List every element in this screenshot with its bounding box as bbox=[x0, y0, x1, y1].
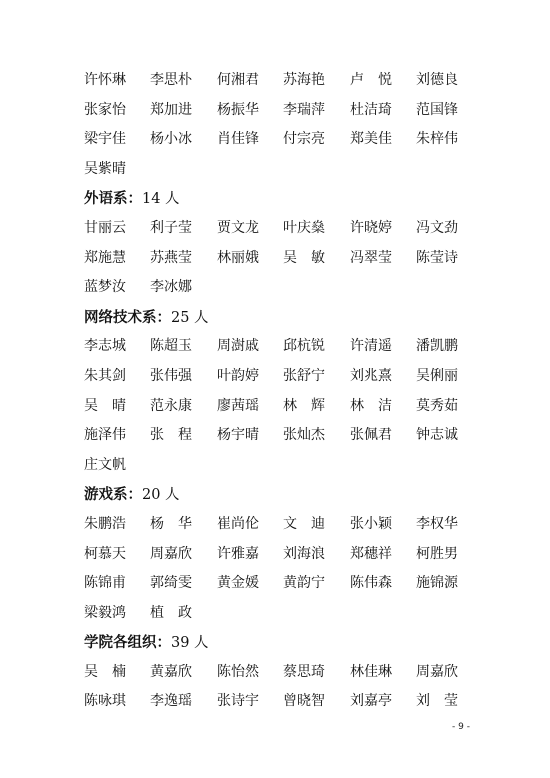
person-name: 张舒宁 bbox=[283, 367, 325, 384]
name-row bbox=[84, 421, 504, 451]
name-row bbox=[84, 96, 504, 126]
person-name: 柯慕天 bbox=[84, 545, 126, 562]
document-body bbox=[84, 66, 504, 717]
person-name: 柯胜男 bbox=[416, 545, 458, 562]
name-row bbox=[84, 155, 504, 185]
person-name: 贾文龙 bbox=[217, 219, 259, 236]
name-row bbox=[84, 687, 504, 717]
person-name: 郑美佳 bbox=[350, 131, 392, 148]
name-row bbox=[84, 332, 504, 362]
name-row bbox=[84, 540, 504, 570]
section-heading-text: 游戏系： bbox=[84, 486, 142, 504]
name-row bbox=[84, 569, 504, 599]
name-row bbox=[84, 599, 504, 629]
person-name: 朱梓伟 bbox=[416, 131, 458, 148]
section-heading-text: 学院各组织： bbox=[84, 634, 171, 652]
section-heading bbox=[84, 628, 504, 658]
person-name: 肖佳锋 bbox=[217, 131, 259, 148]
section-count: 20 人 bbox=[142, 487, 180, 504]
name-row bbox=[84, 214, 504, 244]
person-name: 杨宇晴 bbox=[217, 427, 259, 444]
person-name: 张伟强 bbox=[150, 367, 192, 384]
person-name: 吴 敏 bbox=[283, 249, 325, 266]
name-row bbox=[84, 273, 504, 303]
person-name: 吴 楠 bbox=[84, 663, 126, 680]
person-name: 崔尚伦 bbox=[217, 515, 259, 532]
person-name: 范国锋 bbox=[416, 101, 458, 118]
name-row bbox=[84, 392, 504, 422]
person-name: 邱杭锐 bbox=[283, 338, 325, 355]
name-row bbox=[84, 244, 504, 274]
page-number: - 9 - bbox=[452, 722, 470, 732]
person-name: 钟志诚 bbox=[416, 427, 458, 444]
section-heading-text: 网络技术系： bbox=[84, 308, 171, 326]
section-heading bbox=[84, 184, 504, 214]
person-name: 杨 华 bbox=[150, 515, 192, 532]
section-heading bbox=[84, 480, 504, 510]
person-name: 李冰娜 bbox=[150, 279, 192, 296]
person-name: 莫秀茹 bbox=[416, 397, 458, 414]
person-name: 张小颖 bbox=[350, 515, 392, 532]
person-name: 陈锦甫 bbox=[84, 575, 126, 592]
section-count: 39 人 bbox=[171, 635, 209, 652]
person-name: 杜洁琦 bbox=[350, 101, 392, 118]
person-name: 陈莹诗 bbox=[416, 249, 458, 266]
person-name: 吴紫晴 bbox=[84, 160, 126, 177]
name-row bbox=[84, 362, 504, 392]
person-name: 刘德良 bbox=[416, 72, 458, 88]
person-name: 何湘君 bbox=[217, 72, 259, 88]
person-name: 林佳琳 bbox=[350, 663, 392, 680]
person-name: 郑加进 bbox=[150, 101, 192, 118]
person-name: 许清遥 bbox=[350, 338, 392, 355]
person-name: 许雅嘉 bbox=[217, 545, 259, 562]
person-name: 许怀琳 bbox=[84, 72, 126, 88]
person-name: 付宗亮 bbox=[283, 131, 325, 148]
section-heading-text: 外语系： bbox=[84, 190, 142, 208]
person-name: 叶庆燊 bbox=[283, 219, 325, 236]
person-name: 苏燕莹 bbox=[150, 249, 192, 266]
person-name: 吴 晴 bbox=[84, 397, 126, 414]
person-name: 叶韵婷 bbox=[217, 367, 259, 384]
person-name: 林 辉 bbox=[283, 397, 325, 414]
person-name: 陈超玉 bbox=[150, 338, 192, 355]
person-name: 杨小冰 bbox=[150, 131, 192, 148]
person-name: 甘丽云 bbox=[84, 219, 126, 236]
person-name: 张灿杰 bbox=[283, 427, 325, 444]
person-name: 廖茜瑶 bbox=[217, 397, 259, 414]
person-name: 陈咏琪 bbox=[84, 693, 126, 710]
person-name: 梁宇佳 bbox=[84, 131, 126, 148]
person-name: 林丽娥 bbox=[217, 249, 259, 266]
person-name: 梁毅鸿 bbox=[84, 604, 126, 621]
person-name: 卢 悦 bbox=[350, 72, 392, 88]
person-name: 庄文帆 bbox=[84, 456, 126, 473]
person-name: 张诗宇 bbox=[217, 693, 259, 710]
person-name: 曾晓智 bbox=[283, 693, 325, 710]
person-name: 李思朴 bbox=[150, 72, 192, 88]
name-row bbox=[84, 451, 504, 481]
person-name: 黄韵宁 bbox=[283, 575, 325, 592]
person-name: 李志城 bbox=[84, 338, 126, 355]
person-name: 林 洁 bbox=[350, 397, 392, 414]
person-name: 许晓婷 bbox=[350, 219, 392, 236]
person-name: 陈怡然 bbox=[217, 663, 259, 680]
person-name: 郭绮雯 bbox=[150, 575, 192, 592]
person-name: 李瑞萍 bbox=[283, 101, 325, 118]
person-name: 范永康 bbox=[150, 397, 192, 414]
person-name: 周嘉欣 bbox=[150, 545, 192, 562]
name-row bbox=[84, 66, 504, 96]
person-name: 李权华 bbox=[416, 515, 458, 532]
person-name: 刘海浪 bbox=[283, 545, 325, 562]
person-name: 冯文劲 bbox=[416, 219, 458, 236]
person-name: 周澍戚 bbox=[217, 338, 259, 355]
person-name: 张佩君 bbox=[350, 427, 392, 444]
person-name: 蔡思琦 bbox=[283, 663, 325, 680]
section-count: 25 人 bbox=[171, 309, 209, 326]
person-name: 吴俐丽 bbox=[416, 367, 458, 384]
person-name: 冯翠莹 bbox=[350, 249, 392, 266]
section-heading bbox=[84, 303, 504, 333]
person-name: 施泽伟 bbox=[84, 427, 126, 444]
person-name: 刘兆熹 bbox=[350, 367, 392, 384]
person-name: 黄金媛 bbox=[217, 575, 259, 592]
person-name: 刘 莹 bbox=[416, 693, 458, 710]
person-name: 周嘉欣 bbox=[416, 663, 458, 680]
person-name: 利子莹 bbox=[150, 219, 192, 236]
person-name: 刘嘉亭 bbox=[350, 693, 392, 710]
person-name: 蓝梦汝 bbox=[84, 279, 126, 296]
person-name: 黄嘉欣 bbox=[150, 663, 192, 680]
person-name: 朱其剑 bbox=[84, 367, 126, 384]
person-name: 郑穗祥 bbox=[350, 545, 392, 562]
name-row bbox=[84, 510, 504, 540]
person-name: 杨振华 bbox=[217, 101, 259, 118]
person-name: 李逸瑶 bbox=[150, 693, 192, 710]
person-name: 潘凯鹏 bbox=[416, 338, 458, 355]
person-name: 张 程 bbox=[150, 427, 192, 444]
person-name: 郑施慧 bbox=[84, 249, 126, 266]
person-name: 朱鹏浩 bbox=[84, 515, 126, 532]
section-count: 14 人 bbox=[142, 191, 180, 208]
person-name: 植 政 bbox=[150, 604, 192, 621]
person-name: 陈伟森 bbox=[350, 575, 392, 592]
person-name: 张家怡 bbox=[84, 101, 126, 118]
person-name: 施锦源 bbox=[416, 575, 458, 592]
name-row bbox=[84, 658, 504, 688]
person-name: 苏海艳 bbox=[283, 72, 325, 88]
person-name: 文 迪 bbox=[283, 515, 325, 532]
name-row bbox=[84, 125, 504, 155]
